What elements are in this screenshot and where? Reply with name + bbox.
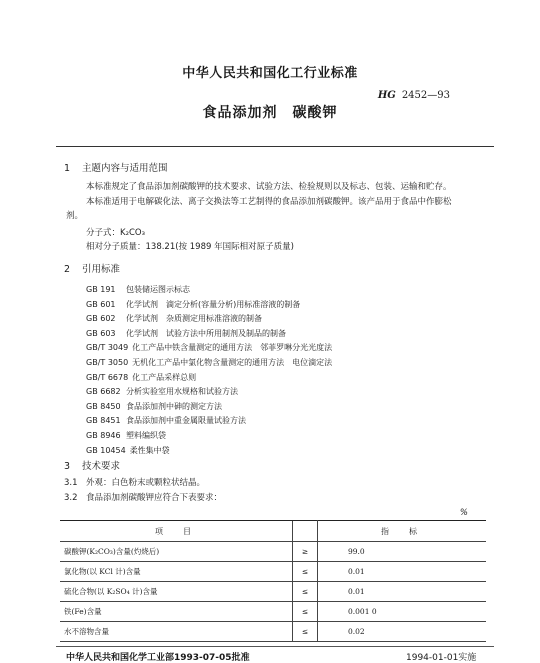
standard-org-title: 中华人民共和国化工行业标准 — [182, 66, 358, 81]
table-row — [60, 562, 486, 582]
reference-item — [86, 386, 238, 397]
code-number: 2452—93 — [401, 90, 450, 101]
section-1-heading — [64, 160, 168, 174]
row-comparator: ≥ — [293, 542, 318, 562]
reference-title: 化学试剂 杂质测定用标准溶液的制备 — [126, 314, 262, 324]
reference-title: 化工产品采样总则 — [132, 372, 197, 382]
document-code — [378, 90, 450, 101]
reference-code: GB 191 — [86, 285, 116, 294]
reference-item — [86, 430, 166, 441]
column-header-item: 项 目 — [60, 521, 293, 542]
row-comparator: ≤ — [293, 562, 318, 582]
section-3-heading — [64, 458, 120, 472]
table-row — [60, 602, 486, 622]
reference-item — [86, 415, 246, 426]
row-item: 硫化合物(以 K₂SO₄ 计)含量 — [60, 582, 232, 602]
section-number: 1 — [64, 163, 71, 174]
reference-title: 分析实验室用水规格和试验方法 — [126, 387, 238, 397]
row-item: 碳酸钾(K₂CO₃)含量(灼烧后) — [60, 542, 232, 562]
reference-item — [86, 357, 332, 368]
column-header-index: 指 标 — [318, 521, 487, 542]
reference-title: 塑料编织袋 — [126, 431, 166, 440]
reference-item — [86, 445, 170, 456]
row-comparator: ≤ — [293, 622, 318, 642]
section-1-paragraph: 本标准规定了食品添加剂碳酸钾的技术要求、试验方法、检验规则以及标志、包装、运输和贮存。 — [86, 182, 452, 192]
row-item: 铁(Fe)含量 — [60, 602, 232, 622]
table-row — [60, 582, 486, 602]
section-2-heading — [64, 261, 120, 275]
code-prefix: HG — [377, 90, 396, 101]
reference-title: 食品添加剂中重金属限量试验方法 — [126, 416, 246, 426]
reference-code: GB/T 3050 — [86, 358, 129, 367]
section-number: 2 — [64, 264, 71, 275]
molecular-mass: 相对分子质量：138.21(按 1989 年国际相对原子质量) — [86, 242, 294, 252]
section-1-paragraph: 剂。 — [66, 211, 84, 221]
reference-title: 包装储运图示标志 — [126, 285, 190, 294]
table-row — [60, 542, 486, 562]
requirements-table — [60, 520, 486, 642]
reference-code: GB 10454 — [86, 445, 126, 455]
reference-code: GB 602 — [86, 314, 116, 324]
row-spacer — [232, 582, 293, 602]
row-spacer — [232, 562, 293, 582]
clause-3-2: 3.2 食品添加剂碳酸钾应符合下表要求： — [64, 493, 223, 503]
reference-code: GB/T 3049 — [86, 343, 129, 353]
reference-title: 无机化工产品中氯化物含量测定的通用方法 电位滴定法 — [132, 358, 333, 367]
table-header-row — [60, 521, 486, 542]
row-value: 0.001 0 — [318, 602, 487, 622]
reference-item — [86, 372, 196, 383]
reference-title: 食品添加剂中砷的测定方法 — [126, 401, 222, 411]
reference-title: 化学试剂 滴定分析(容量分析)用标准溶液的制备 — [126, 299, 301, 309]
reference-code: GB 6682 — [86, 387, 121, 397]
row-spacer — [232, 622, 293, 642]
reference-item — [86, 328, 286, 339]
effective-date: 1994-01-01实施 — [406, 653, 477, 663]
reference-code: GB/T 6678 — [86, 372, 129, 382]
row-value: 0.01 — [318, 562, 487, 582]
reference-item — [86, 313, 262, 324]
reference-item — [86, 401, 222, 412]
row-spacer — [232, 542, 293, 562]
molecular-formula: 分子式：K₂CO₃ — [86, 228, 146, 238]
reference-code: GB 8946 — [86, 431, 121, 440]
row-value: 0.02 — [318, 622, 487, 642]
approval-line: 中华人民共和国化学工业部1993-07-05批准 — [66, 653, 250, 663]
reference-title: 化学试剂 试验方法中所用制剂及制品的制备 — [126, 328, 286, 338]
section-title: 引用标准 — [82, 264, 121, 275]
reference-code: GB 8451 — [86, 416, 121, 426]
section-title: 技术要求 — [82, 461, 121, 472]
title-divider — [56, 146, 494, 147]
clause-3-1: 3.1 外观：白色粉末或颗粒状结晶。 — [64, 478, 206, 488]
footer-divider — [56, 646, 494, 647]
row-spacer — [232, 602, 293, 622]
row-comparator: ≤ — [293, 602, 318, 622]
row-item: 水不溶物含量 — [60, 622, 232, 642]
reference-item — [86, 284, 190, 295]
row-value: 99.0 — [318, 542, 487, 562]
section-title: 主题内容与适用范围 — [82, 163, 168, 174]
reference-title: 化工产品中铁含量测定的通用方法 邻菲罗啉分光光度法 — [132, 343, 333, 353]
row-value: 0.01 — [318, 582, 487, 602]
reference-item — [86, 299, 300, 310]
section-number: 3 — [64, 461, 71, 472]
row-comparator: ≤ — [293, 582, 318, 602]
reference-code: GB 8450 — [86, 401, 121, 411]
reference-code: GB 603 — [86, 328, 116, 338]
document-title: 食品添加剂 碳酸钾 — [202, 105, 338, 121]
row-item: 氯化物(以 KCl 计)含量 — [60, 562, 232, 582]
section-1-paragraph: 本标准适用于电解碳化法、离子交换法等工艺制得的食品添加剂碳酸钾。该产品用于食品中作膨松 — [86, 197, 452, 207]
table-unit: % — [459, 508, 468, 518]
table-row — [60, 622, 486, 642]
reference-code: GB 601 — [86, 299, 116, 309]
reference-item — [86, 342, 332, 353]
column-header-spacer — [293, 521, 318, 542]
reference-title: 柔性集中袋 — [129, 445, 170, 455]
